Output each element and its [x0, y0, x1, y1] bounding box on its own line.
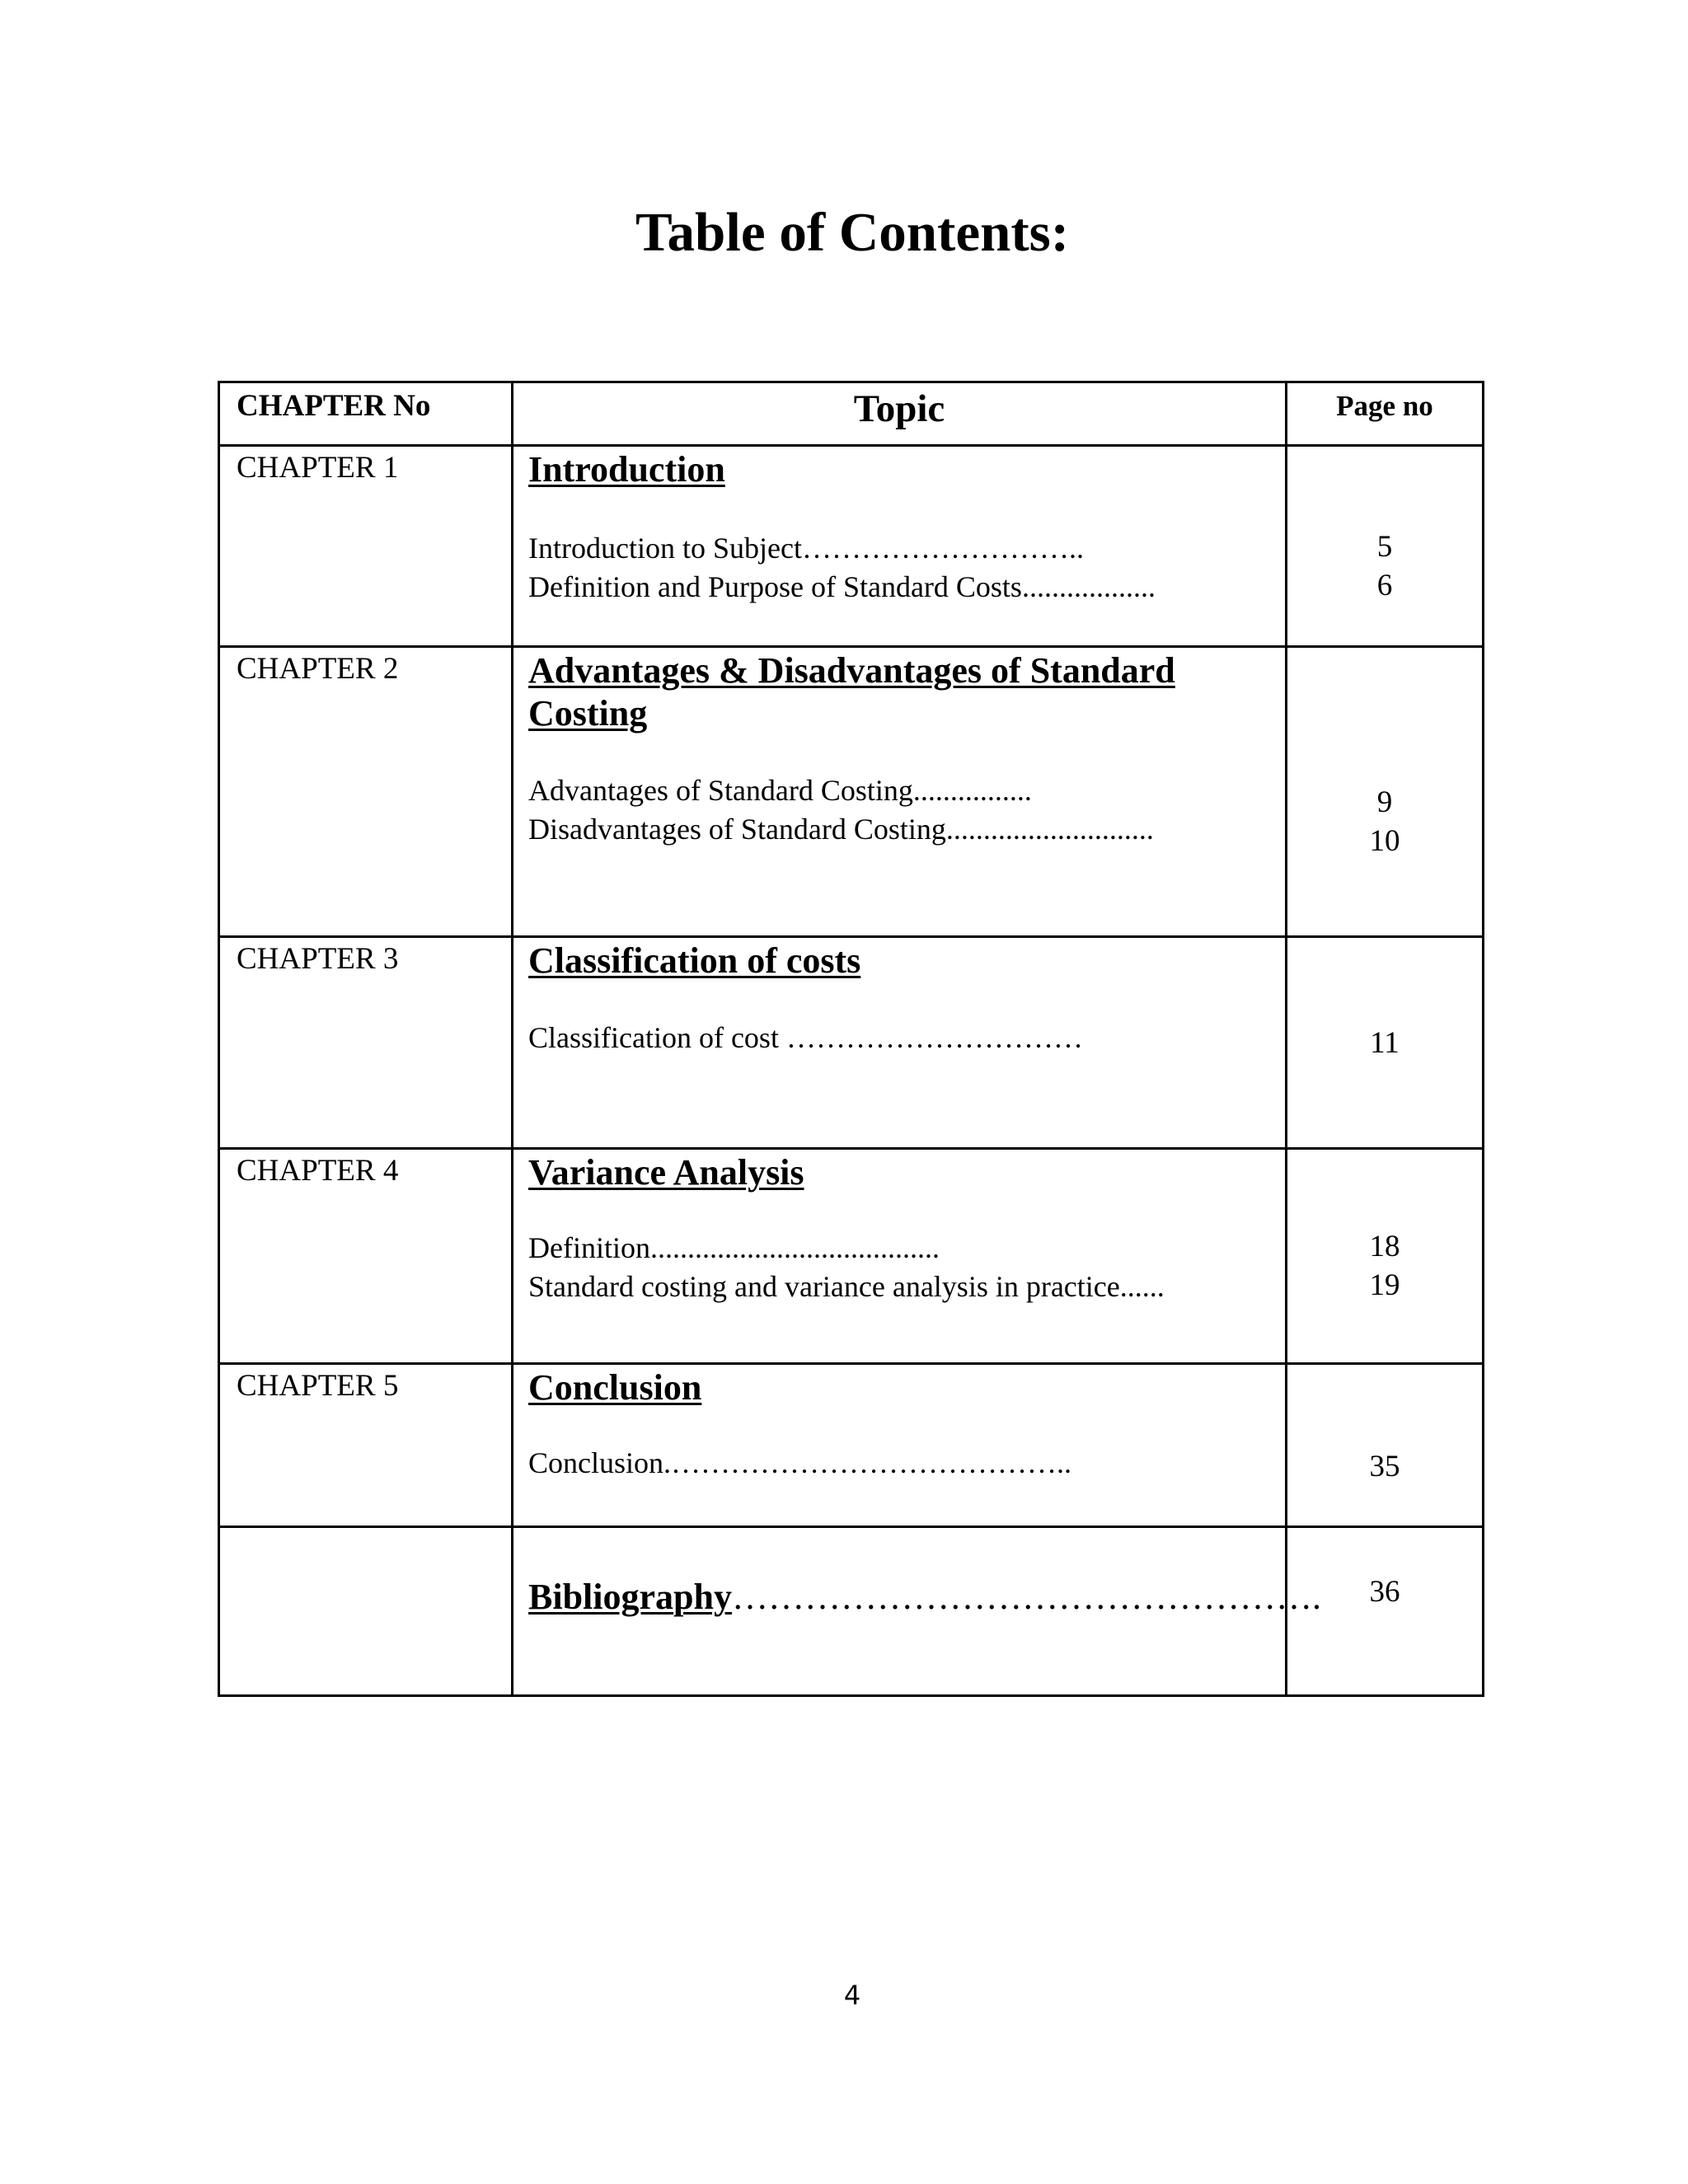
page-number: 18 [1369, 1230, 1400, 1263]
topic-items [528, 529, 1277, 607]
page-cell [1287, 1364, 1484, 1527]
topic-heading-line: Costing [528, 693, 648, 733]
page-number: 10 [1369, 824, 1400, 858]
topic-heading: Variance Analysis [528, 1152, 804, 1193]
page-number: 35 [1369, 1450, 1400, 1483]
topic-item: Definition....................................... [528, 1231, 940, 1264]
page-number: 6 [1376, 569, 1393, 602]
bibliography-line [528, 1576, 1321, 1619]
page-cell [1287, 937, 1484, 1149]
topic-heading [528, 649, 1277, 735]
bibliography-leader-dots: …………………………………………. [731, 1577, 1321, 1617]
page-cell [1287, 446, 1484, 647]
page-cell [1287, 1149, 1484, 1364]
page-number: 19 [1369, 1268, 1400, 1302]
page-title: Table of Contents: [635, 202, 1070, 263]
page-number: 11 [1370, 1026, 1400, 1060]
chapter-label-empty [219, 1527, 513, 1696]
table-row [219, 1149, 1484, 1364]
chapter-label: CHAPTER 1 [219, 446, 513, 647]
topic-items [528, 1229, 1277, 1306]
topic-item: Disadvantages of Standard Costing............................ [528, 813, 1154, 846]
page-cell [1287, 647, 1484, 937]
topic-item: Classification of cost ………………………… [528, 1021, 1083, 1054]
table-header-row [219, 382, 1484, 446]
topic-cell [513, 446, 1287, 647]
topic-item: Standard costing and variance analysis in practice...... [528, 1270, 1165, 1303]
table-row [219, 1364, 1484, 1527]
topic-heading: Classification of costs [528, 940, 861, 981]
toc-table [218, 381, 1484, 1697]
topic-item: Advantages of Standard Costing................ [528, 774, 1032, 807]
header-topic: Topic [513, 382, 1287, 446]
topic-cell [513, 1527, 1321, 1696]
header-page-no: Page no [1287, 382, 1484, 446]
chapter-label: CHAPTER 3 [219, 937, 513, 1149]
table-row [219, 647, 1484, 937]
chapter-label: CHAPTER 4 [219, 1149, 513, 1364]
footer-page-number: 4 [843, 1980, 861, 2011]
topic-items [528, 771, 1277, 849]
page-number: 36 [1369, 1575, 1400, 1609]
topic-heading-line: Advantages & Disadvantages of Standard [528, 650, 1175, 691]
chapter-label: CHAPTER 2 [219, 647, 513, 937]
page-number: 5 [1376, 530, 1393, 564]
topic-items [528, 1019, 1277, 1057]
topic-items [528, 1444, 1277, 1483]
topic-cell [513, 1149, 1287, 1364]
chapter-label: CHAPTER 5 [219, 1364, 513, 1527]
topic-item: Introduction to Subject……………………….. [528, 532, 1084, 565]
page-number: 9 [1376, 785, 1393, 819]
topic-heading: Conclusion [528, 1367, 702, 1408]
topic-item: Definition and Purpose of Standard Costs.................. [528, 570, 1156, 603]
bibliography-heading: Bibliography [528, 1577, 732, 1617]
header-chapter-no: CHAPTER No [219, 382, 513, 446]
topic-cell [513, 1364, 1287, 1527]
table-row [219, 937, 1484, 1149]
table-row [219, 1527, 1484, 1696]
topic-heading: Introduction [528, 449, 725, 490]
topic-cell [513, 647, 1287, 937]
topic-cell [513, 937, 1287, 1149]
topic-item: Conclusion.………………………………….. [528, 1446, 1072, 1479]
table-row [219, 446, 1484, 647]
